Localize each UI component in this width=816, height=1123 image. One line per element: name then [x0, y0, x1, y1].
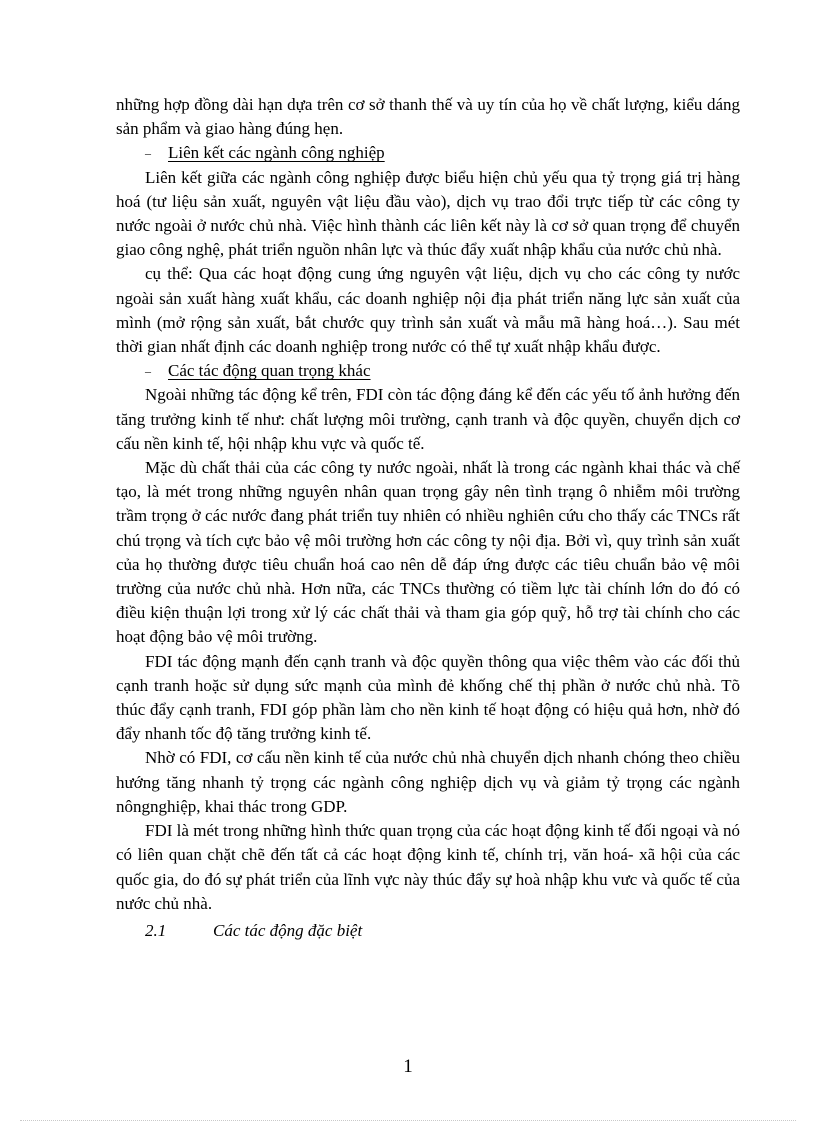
section-title: Các tác động đặc biệt	[213, 920, 363, 940]
page-number: 1	[403, 1056, 413, 1077]
subheading-industry-linkage	[116, 141, 740, 165]
paragraph: những hợp đồng dài hạn dựa trên cơ sở thanh thế và uy tín của họ về chất lượng, kiểu dáng sản phẩm và giao hàng đúng hẹn.	[116, 95, 740, 139]
paragraph: FDI tác động mạnh đến cạnh tranh và độc quyền thông qua việc thêm vào các đối thủ cạnh tranh hoặc sử dụng sức mạnh của mình đẻ khống chế thị phần ở nước chủ nhà. Tõ thúc đẩy cạnh tranh, FDI góp phần làm cho nền kinh tế hoạt động có hiệu quả hơn, nhờ đó đẩy nhanh tốc độ tăng trưởng kinh tế.	[116, 651, 740, 744]
paragraph: FDI là mét trong những hình thức quan trọng của các hoạt động kinh tế đối ngoại và nó có liên quan chặt chẽ đến tất cả các hoạt động kinh tế, chính trị, văn hoá- xã hội của các quốc gia, do đó sự phát triển của lĩnh vực này thúc đẩy sự hoà nhập khu vưc và quốc tế của nước chủ nhà.	[116, 821, 740, 913]
document-body	[116, 93, 740, 943]
subheading-text: Liên kết các ngành công nghiệp	[168, 143, 385, 163]
paragraph: Liên kết giữa các ngành công nghiệp được biểu hiện chủ yếu qua tỷ trọng giá trị hàng hoá (tư liệu sản xuất, nguyên vật liệu đầu vào), dịch vụ trao đổi trực tiếp từ các công ty nước ngoài ở nước chủ nhà. Việc hình thành các liên kết này là cơ sở quan trọng để chuyển giao công nghệ, phát triển nguồn nhân lực và thúc đẩy xuất nhập khẩu của nước chủ nhà.	[116, 167, 740, 260]
paragraph: Nhờ có FDI, cơ cấu nền kinh tế của nước chủ nhà chuyển dịch nhanh chóng theo chiều hướng tăng nhanh tỷ trọng các ngành công nghiệp dịch vụ và giảm tỷ trọng các ngành nôngnghiệp, khai thác trong GDP.	[116, 748, 740, 816]
dash-bullet: –	[145, 364, 151, 379]
page-bottom-rule	[20, 1120, 796, 1121]
paragraph: Mặc dù chất thải của các công ty nước ngoài, nhất là trong các ngành khai thác và chế tạo, là mét trong những nguyên nhân quan trọng gây nên tình trạng ô nhiễm môi trường trầm trọng ở các nước đang phát triển tuy nhiên có nhiều nghiên cứu cho thấy các TNCs rất chú trọng và tích cực bảo vệ môi trường hơn các công ty nội địa. Bởi vì, quy trình sản xuất của họ thường được tiêu chuẩn hoá cao nên dễ đáp ứng được các tiêu chuẩn bảo vệ môi trường của nước chủ nhà. Hơn nữa, các TNCs thường có tiềm lực tài chính lớn do đó có điều kiện thuận lợi trong xử lý các chất thải và tham gia góp quỹ, hỗ trợ tài chính cho các hoạt động bảo vệ môi trường.	[116, 458, 740, 647]
paragraph: cụ thể: Qua các hoạt động cung ứng nguyên vật liệu, dịch vụ cho các công ty nước ngoài sản xuất hàng xuất khẩu, các doanh nghiệp nội địa phát triển năng lực sản xuất của mình (mở rộng sản xuất, bắt chước quy trình sản xuất và mẫu mã hàng hoá…). Sau mét thời gian nhất định các doanh nghiệp trong nước có thể tự xuất nhập khẩu được.	[116, 264, 740, 357]
subheading-text: Các tác động quan trọng khác	[168, 361, 371, 381]
subheading-other-impacts	[116, 359, 740, 383]
section-number: 2.1	[145, 920, 167, 940]
section-heading	[116, 919, 740, 943]
paragraph: Ngoài những tác động kể trên, FDI còn tác động đáng kể đến các yếu tố ảnh hưởng đến tăng trưởng kinh tế như: chất lượng môi trường, cạnh tranh và độc quyền, chuyển dịch cơ cấu nền kinh tế, hội nhập khu vực và quốc tế.	[116, 385, 740, 453]
dash-bullet: –	[145, 146, 151, 161]
